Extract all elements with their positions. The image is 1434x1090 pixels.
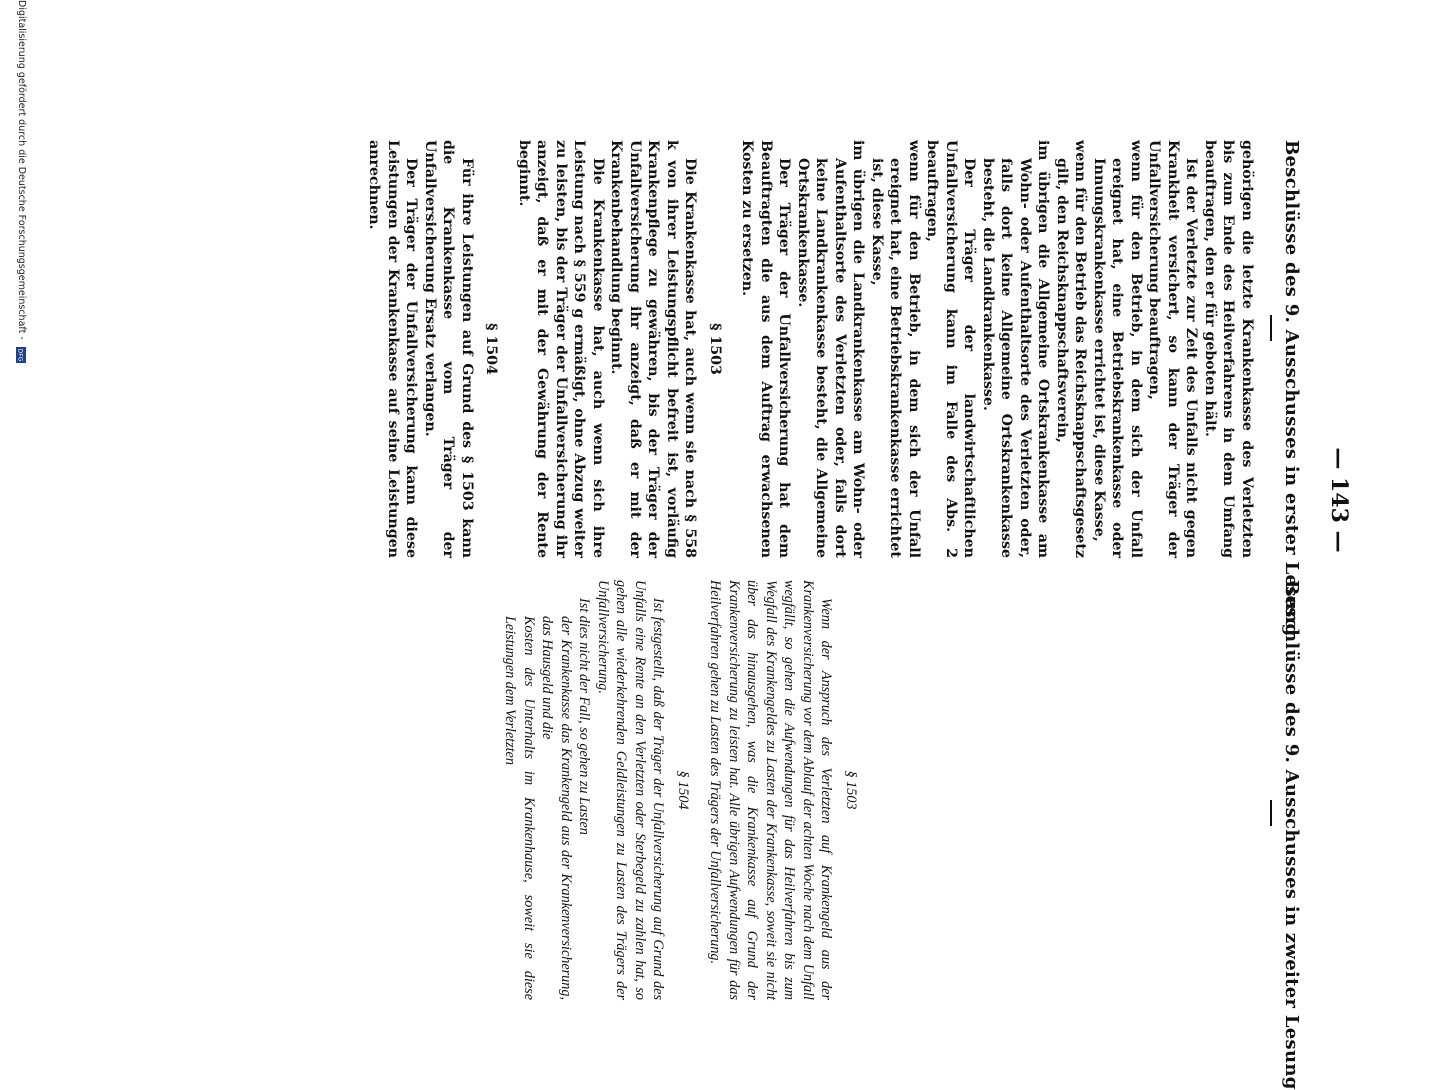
paragraph: Die Krankenkasse hat, auch wenn sich ihre Leistung nach § 559 g ermäßigt, ohne Abzug weiter zu leisten, bis der Träger der Unfallversicherung ihr anzeigt, daß er mit der Gewährung der Rente beginnt. xyxy=(516,140,606,558)
digitization-footer xyxy=(16,0,27,363)
right-running-header: Beschlüsse des 9. Ausschusses in zweiter Lesung xyxy=(1281,580,1302,1090)
paragraph: Die Krankenkasse hat, auch wenn sie nach § 558 k von ihrer Leistungspflicht befreit ist, vorläufig Krankenpflege zu gewähren, bis der Träger der Unfallversicherung ihr anzeigt, daß er mit der Krankenbehandlung beginnt. xyxy=(608,140,699,558)
right-column xyxy=(501,580,874,1000)
list-item: wenn für den Betrieb, in dem sich der Unfall ereignet hat, eine Betriebskrankenkasse oder Innungskrankenkasse errichtet ist, diese Kasse, xyxy=(1091,140,1144,558)
paragraph: der Krankenkasse das Krankengeld aus der Krankenversicherung, das Hausgeld und die xyxy=(539,616,574,1000)
dfg-logo-label: DFG xyxy=(16,348,24,362)
paragraph: gehörigen die letzte Krankenkasse des Verletzten bis zum Ende des Heilverfahrens in dem Umfang beauftragen, den er für geboten hält. xyxy=(1202,140,1255,558)
section-heading-1504: § 1504 xyxy=(675,770,691,810)
section-heading-1504: § 1504 xyxy=(483,323,500,375)
left-column xyxy=(365,140,1256,558)
dfg-logo-icon xyxy=(17,347,27,363)
left-running-header: Beschlüsse des 9. Ausschusses in erster Lesung xyxy=(1281,140,1302,637)
list-item: wenn für den Betrieb, in dem sich der Unfall ereignet hat, eine Betriebskrankenkasse errichtet ist, diese Kasse, xyxy=(869,140,922,558)
list-item: wenn für den Betrieb das Reichsknappschaftsgesetz gilt, den Reichsknappschaftsverein, xyxy=(1054,140,1089,558)
list-item: im übrigen die Allgemeine Ortskrankenkasse am Wohn- oder Aufenthaltsorte des Verletzten oder, falls dort keine Allgemeine Ortskrankenkasse besteht, die Landkrankenkasse. xyxy=(980,140,1052,558)
section-heading-1503: § 1503 xyxy=(843,770,859,810)
paragraph: Der Träger der landwirtschaftlichen Unfallversicherung kann im Falle des Abs. 2 beauftragen, xyxy=(924,140,978,558)
paragraph: Der Träger der Unfallversicherung hat dem Beauftragten die aus dem Auftrag erwachsenen Kosten zu ersetzen. xyxy=(739,140,793,558)
left-header-rule xyxy=(1270,315,1272,341)
right-header-rule xyxy=(1270,800,1272,826)
paragraph: Ist dies nicht der Fall, so gehen zu Lasten xyxy=(576,598,593,835)
page-number: — 143 — xyxy=(1326,447,1352,553)
footer-text: Digitalisierung gefördert durch die Deutsche Forschungsgemeinschaft - xyxy=(16,0,27,340)
paragraph: Kosten des Unterhalts im Krankenhause, soweit sie diese Leistungen dem Verletzten xyxy=(502,616,537,1000)
paragraph: Ist der Verletzte zur Zeit des Unfalls nicht gegen Krankheit versichert, so kann der Träger der Unfallversicherung beauftragen, xyxy=(1146,140,1200,558)
paragraph: Der Träger der Unfallversicherung kann diese Leistungen der Krankenkasse auf seine Leistungen anrechnen. xyxy=(366,140,420,558)
paragraph: Ist festgestellt, daß der Träger der Unfallversicherung auf Grund des Unfalls eine Rente an den Verletzten oder Sterbegeld zu zahlen hat, so gehen alle wiederkehrenden Geldleistungen zu Lasten des Trägers der Unfallversicherung. xyxy=(595,580,667,1000)
list-item: im übrigen die Landkrankenkasse am Wohn- oder Aufenthaltsorte des Verletzten oder, falls dort keine Landkrankenkasse besteht, die Allgemeine Ortskrankenkasse. xyxy=(795,140,867,558)
section-heading-1503: § 1503 xyxy=(707,323,723,375)
paragraph: Für ihre Leistungen auf Grund des § 1503 kann die Krankenkasse vom Träger der Unfallversicherung Ersatz verlangen. xyxy=(422,140,475,558)
paragraph: Wenn der Anspruch des Verletzten auf Krankengeld aus der Krankenversicherung vor dem Ablauf der achten Woche nach dem Unfall wegfällt, so gehen die Aufwendungen für das Heilverfahren bis zum Wegfall des Krankengeldes zu Lasten der Krankenkasse, soweit sie nicht über das hinausgehen, was die Krankenkasse auf Grund der Krankenversicherung zu leisten hat. Alle übrigen Aufwendungen für das Heilverfahren gehen zu Lasten des Trägers der Unfallversicherung. xyxy=(707,580,835,1000)
